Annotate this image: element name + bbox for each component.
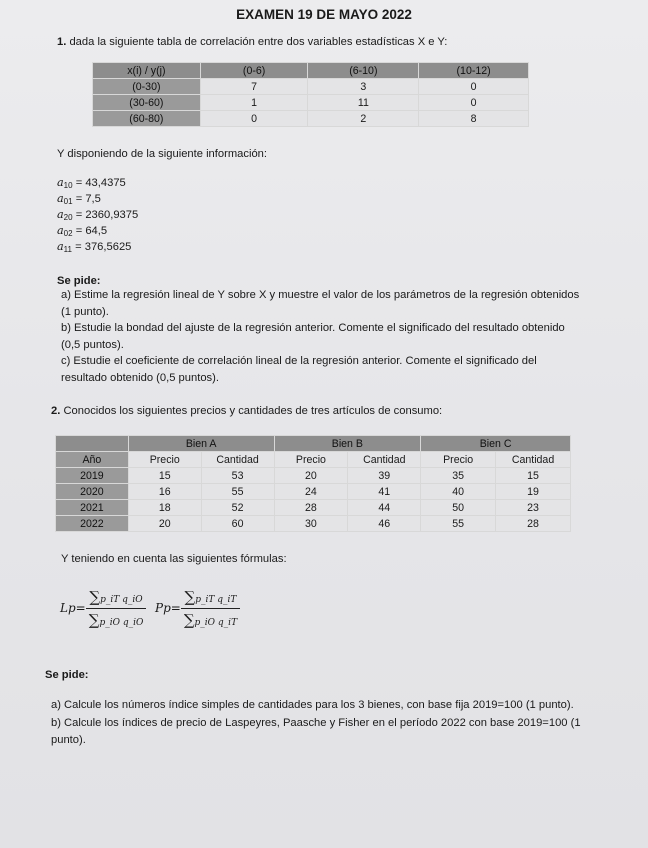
formulas-intro: Y teniendo en cuenta las siguientes fórmulas:: [61, 553, 287, 565]
prices-table: Bien A Bien B Bien C Año Precio Cantidad Precio Cantidad Precio Cantidad 2019 15 53 20 39 35 15 2020 16 55 24 41 40 19 2021 18 52 28 44 50 23 2022 20 60 30 46 55 28: [55, 435, 571, 532]
moment: $a_{02} = 64,5$: [57, 224, 108, 238]
table-row: (30-60) 1 11 0: [93, 95, 529, 111]
year-header: Año: [56, 452, 129, 468]
table-row: 2019 15 53 20 39 35 15: [56, 468, 571, 484]
col-header: (6-10): [308, 63, 419, 79]
q2-statement: 2. Conocidos los siguientes precios y cantidades de tres artículos de consumo:: [51, 405, 443, 417]
se-pide-heading: Se pide:: [57, 275, 101, 287]
moment: $a_{20} = 2360,9375$: [57, 208, 139, 222]
moment: $a_{11} = 376,5625$: [57, 240, 132, 254]
table-row: 2022 20 60 30 46 55 28: [56, 516, 571, 532]
table-row: (0-30) 7 3 0: [93, 79, 529, 95]
group-header: Bien B: [274, 436, 421, 452]
group-header: Bien A: [128, 436, 274, 452]
table-corner: x(i) / y(j): [93, 63, 201, 79]
q1-statement: 1. dada la siguiente tabla de correlación entre dos variables estadísticas X e Y:: [57, 36, 448, 48]
paasche-formula: Pp= $\frac{\text{∑p\_iT q\_iT}}{\text{∑p\_iO q\_iT}}$: [155, 588, 240, 629]
table-row: 2020 16 55 24 41 40 19: [56, 484, 571, 500]
table-row: (60-80) 0 2 8: [93, 111, 529, 127]
q2-item-a: a) Calcule los números índice simples de cantidades para los 3 bienes, con base fija 2019=100 (1 punto).: [51, 699, 574, 711]
moment: $a_{10} = 43,4375$: [57, 176, 126, 190]
moment: $a_{01} = 7,5$: [57, 192, 101, 206]
q2-item-b: b) Calcule los índices de precio de Laspeyres, Paasche y Fisher en el período 2022 con base 2019=100 (1 punto).: [51, 717, 581, 746]
correlation-table: [92, 62, 529, 127]
q1-item-b: b) Estudie la bondad del ajuste de la regresión anterior. Comente el significado del resultado obtenido (0,5 puntos).: [61, 322, 565, 351]
info-intro: Y disponiendo de la siguiente información:: [57, 148, 268, 160]
se-pide-heading-2: Se pide:: [45, 669, 89, 681]
col-header: (10-12): [419, 63, 529, 79]
empty-corner: [56, 436, 129, 452]
laspeyres-formula: Lp= $\frac{\text{∑p\_iT q\_iO}}{\text{∑p\_iO q\_iO}}$: [60, 588, 146, 629]
col-header: (0-6): [200, 63, 308, 79]
page-title: EXAMEN 19 DE MAYO 2022: [236, 7, 412, 22]
group-header: Bien C: [421, 436, 571, 452]
table-row: 2021 18 52 28 44 50 23: [56, 500, 571, 516]
q1-item-a: a) Estime la regresión lineal de Y sobre X y muestre el valor de los parámetros de la regresión obtenidos (1 punto).: [61, 289, 580, 318]
q1-item-c: c) Estudie el coeficiente de correlación lineal de la regresión anterior. Comente el significado del resultado obtenido (0,5 puntos).: [61, 355, 537, 384]
